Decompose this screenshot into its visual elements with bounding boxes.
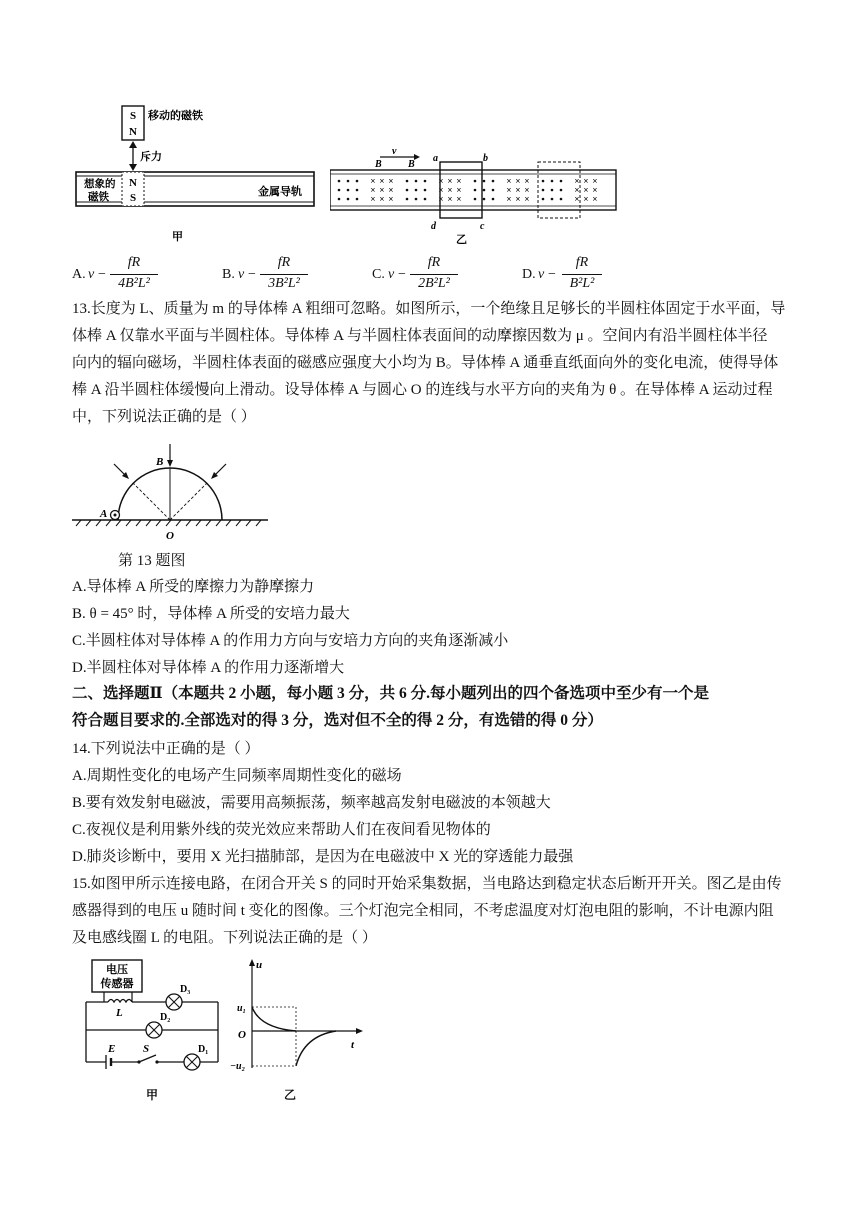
field-dot bbox=[424, 180, 427, 183]
field-cross: × bbox=[388, 185, 394, 195]
field-dot bbox=[551, 189, 554, 192]
field-dot bbox=[338, 180, 341, 183]
field-cross: × bbox=[583, 185, 589, 195]
field-cross: × bbox=[370, 185, 376, 195]
option-label: B. bbox=[222, 267, 235, 282]
field-cross: × bbox=[388, 176, 394, 186]
q13-stem-line: 13.长度为 L、质量为 m 的导体棒 A 粗细可忽略。如图所示，一个绝缘且足够长的半圆柱体固定于水平面，导 bbox=[72, 301, 786, 317]
field-dot bbox=[560, 198, 563, 201]
imaginary-magnet-S: S bbox=[129, 192, 137, 204]
option-minus: − bbox=[248, 267, 256, 282]
field-cross: × bbox=[592, 176, 598, 186]
q13-option-b[interactable]: B. θ = 45° 时，导体棒 A 所受的安培力最大 bbox=[72, 606, 350, 622]
option-v: v bbox=[388, 267, 395, 282]
field-dot bbox=[542, 189, 545, 192]
field-cross: × bbox=[506, 176, 512, 186]
fraction-numerator: fR bbox=[127, 255, 141, 270]
fraction-numerator: fR bbox=[277, 255, 291, 270]
figure-15-yi-caption: 乙 bbox=[284, 1088, 297, 1102]
q13-stem-line: 体棒 A 仅靠水平面与半圆柱体。导体棒 A 与半圆柱体表面间的动摩擦因数为 μ 。空间内有沿半圆柱体半径 bbox=[72, 328, 768, 344]
q13-option-d[interactable]: D.半圆柱体对导体棒 A 的作用力逐渐增大 bbox=[72, 660, 345, 676]
u-curve-closing bbox=[252, 1007, 296, 1031]
q14-option-d[interactable]: D.肺炎诊断中，要用 X 光扫描肺部，是因为在电磁波中 X 光的穿透能力最强 bbox=[72, 849, 574, 865]
fraction bbox=[410, 255, 458, 295]
field-cross: × bbox=[583, 194, 589, 204]
field-cross: × bbox=[379, 176, 385, 186]
q15-stem-line: 及电感线圈 L 的电阻。下列说法正确的是（ ） bbox=[72, 930, 377, 946]
figure-12-yi bbox=[330, 140, 620, 246]
field-dot bbox=[415, 189, 418, 192]
q15-stem-line: 感器得到的电压 u 随时间 t 变化的图像。三个灯泡完全相同，不考虑温度对灯泡电阻的影响，不计电源内阻 bbox=[72, 903, 774, 919]
moving-magnet-N: N bbox=[129, 126, 137, 138]
option-label: A. bbox=[72, 267, 86, 282]
field-cross: × bbox=[438, 185, 444, 195]
repulsion-label: 斥力 bbox=[140, 151, 162, 163]
field-dot bbox=[415, 198, 418, 201]
field-cross: × bbox=[515, 185, 521, 195]
q15-stem-line: 15.如图甲所示连接电路，在闭合开关 S 的同时开始采集数据，当电路达到稳定状态后断开开关。图乙是由传 bbox=[72, 876, 782, 892]
figure-12-jia bbox=[72, 100, 322, 246]
option-v: v bbox=[538, 267, 545, 282]
field-dot bbox=[483, 189, 486, 192]
field-dot bbox=[551, 198, 554, 201]
field-dot bbox=[483, 180, 486, 183]
fraction-denominator: 2B²L² bbox=[418, 276, 450, 291]
q13-option-c[interactable]: C.半圆柱体对导体棒 A 的作用力方向与安培力方向的夹角逐渐减小 bbox=[72, 633, 509, 649]
field-pattern bbox=[338, 176, 598, 204]
bulb-d1-label: D₁ bbox=[198, 1044, 209, 1055]
fraction bbox=[260, 255, 308, 295]
q14-stem: 14.下列说法中正确的是（ ） bbox=[72, 741, 260, 757]
field-cross: × bbox=[515, 176, 521, 186]
field-cross: × bbox=[592, 194, 598, 204]
field-cross: × bbox=[438, 194, 444, 204]
field-dot bbox=[560, 180, 563, 183]
u1-label: u₁ bbox=[237, 1003, 247, 1014]
field-dot bbox=[347, 180, 350, 183]
repulsion-arrow-down bbox=[129, 164, 137, 171]
u-axis-label: u bbox=[256, 959, 263, 971]
battery-label: E bbox=[108, 1043, 116, 1055]
field-cross: × bbox=[574, 185, 580, 195]
corner-b: b bbox=[483, 153, 488, 164]
origin-label: O bbox=[238, 1029, 246, 1041]
inductor-L bbox=[108, 1000, 132, 1003]
corner-d: d bbox=[431, 221, 436, 232]
fraction-numerator: fR bbox=[575, 255, 589, 270]
field-cross: × bbox=[447, 185, 453, 195]
sensor-label-2: 传感器 bbox=[100, 978, 134, 990]
field-dot bbox=[356, 198, 359, 201]
field-dot bbox=[474, 180, 477, 183]
center-o-label: O bbox=[166, 530, 174, 542]
bulb-d2-label: D₂ bbox=[160, 1012, 171, 1023]
option-label: C. bbox=[372, 267, 385, 282]
figure-yi-caption: 乙 bbox=[456, 234, 467, 246]
field-dot bbox=[542, 180, 545, 183]
option-minus: − bbox=[398, 267, 406, 282]
switch-label: S bbox=[143, 1043, 150, 1055]
field-dot bbox=[483, 198, 486, 201]
figure-15-yi bbox=[228, 956, 368, 1076]
repulsion-arrow-up bbox=[129, 141, 137, 148]
fraction-denominator: 3B²L² bbox=[268, 276, 300, 291]
bulb-d3-label: D₃ bbox=[180, 984, 191, 995]
field-dot bbox=[424, 198, 427, 201]
field-cross: × bbox=[583, 176, 589, 186]
q13-stem-line: 中，下列说法正确的是（ ） bbox=[72, 409, 256, 425]
field-label-1: B bbox=[375, 159, 382, 170]
field-dot bbox=[347, 198, 350, 201]
option-label: D. bbox=[522, 267, 536, 282]
field-dot bbox=[406, 189, 409, 192]
field-dot bbox=[406, 198, 409, 201]
figure-jia-caption: 甲 bbox=[172, 231, 183, 243]
u2-label: −u₂ bbox=[230, 1061, 246, 1072]
imaginary-magnet-N: N bbox=[129, 177, 137, 189]
moving-magnet-S: S bbox=[129, 110, 137, 122]
section-2-heading-line2: 符合题目要求的.全部选对的得 3 分，选对但不全的得 2 分，有选错的得 0 分） bbox=[72, 712, 603, 729]
t-axis-label: t bbox=[351, 1039, 355, 1051]
fraction-denominator: B²L² bbox=[569, 276, 595, 291]
field-dot bbox=[424, 189, 427, 192]
moving-magnet-label: 移动的磁铁 bbox=[148, 110, 203, 122]
field-dot bbox=[347, 189, 350, 192]
field-cross: × bbox=[388, 194, 394, 204]
field-dot bbox=[560, 189, 563, 192]
option-minus: − bbox=[98, 267, 106, 282]
option-v: v bbox=[88, 267, 95, 282]
corner-c: c bbox=[480, 221, 485, 232]
option-v: v bbox=[238, 267, 245, 282]
field-dot bbox=[542, 198, 545, 201]
field-dot bbox=[492, 198, 495, 201]
fraction-denominator: 4B²L² bbox=[118, 276, 150, 291]
field-dot bbox=[356, 189, 359, 192]
field-cross: × bbox=[447, 194, 453, 204]
field-cross: × bbox=[456, 176, 462, 186]
field-label-2: B bbox=[408, 159, 415, 170]
field-dot bbox=[356, 180, 359, 183]
figure-15-jia bbox=[80, 956, 230, 1076]
figure-13 bbox=[72, 438, 272, 550]
option-minus: − bbox=[548, 267, 556, 282]
field-cross: × bbox=[574, 176, 580, 186]
field-cross: × bbox=[524, 176, 530, 186]
field-cross: × bbox=[447, 176, 453, 186]
field-cross: × bbox=[506, 194, 512, 204]
figure-15-jia-caption: 甲 bbox=[146, 1088, 159, 1102]
fraction-numerator: fR bbox=[427, 255, 441, 270]
field-dot bbox=[474, 198, 477, 201]
field-cross: × bbox=[574, 194, 580, 204]
field-cross: × bbox=[515, 194, 521, 204]
point-b-label: B bbox=[156, 456, 164, 468]
field-cross: × bbox=[370, 176, 376, 186]
field-dot bbox=[406, 180, 409, 183]
inductor-label: L bbox=[116, 1007, 123, 1019]
field-cross: × bbox=[379, 185, 385, 195]
u-curve-opening bbox=[296, 1031, 336, 1066]
figure-13-caption: 第 13 题图 bbox=[118, 553, 186, 569]
q13-option-a[interactable]: A.导体棒 A 所受的摩擦力为静摩擦力 bbox=[72, 579, 315, 595]
field-dot bbox=[551, 180, 554, 183]
field-cross: × bbox=[456, 194, 462, 204]
field-dot bbox=[474, 189, 477, 192]
fraction bbox=[110, 255, 158, 295]
q14-option-a[interactable]: A.周期性变化的电场产生同频率周期性变化的磁场 bbox=[72, 768, 402, 784]
field-cross: × bbox=[379, 194, 385, 204]
q14-option-b[interactable]: B.要有效发射电磁波，需要用高频振荡，频率越高发射电磁波的本领越大 bbox=[72, 795, 551, 811]
q14-option-c[interactable]: C.夜视仪是利用紫外线的荧光效应来帮助人们在夜间看见物体的 bbox=[72, 822, 491, 838]
imaginary-magnet-label-1: 想象的 bbox=[84, 179, 116, 190]
field-dot bbox=[492, 189, 495, 192]
corner-a: a bbox=[433, 153, 438, 164]
field-cross: × bbox=[370, 194, 376, 204]
field-dot bbox=[415, 180, 418, 183]
sensor-label-1: 电压 bbox=[106, 964, 128, 976]
rod-a-label: A bbox=[100, 508, 108, 520]
ground-hatch bbox=[76, 520, 261, 526]
q13-stem-line: 向内的辐向磁场，半圆柱体表面的磁感应强度大小均为 B。导体棒 A 通垂直纸面向外的变化电流，使得导体 bbox=[72, 355, 779, 371]
field-cross: × bbox=[438, 176, 444, 186]
field-cross: × bbox=[524, 194, 530, 204]
field-cross: × bbox=[592, 185, 598, 195]
field-dot bbox=[338, 189, 341, 192]
field-cross: × bbox=[456, 185, 462, 195]
velocity-label: v bbox=[392, 146, 397, 157]
field-cross: × bbox=[506, 185, 512, 195]
rail-label: 金属导轨 bbox=[258, 186, 302, 198]
imaginary-magnet-label-2: 磁铁 bbox=[88, 192, 109, 203]
switch-icon[interactable] bbox=[139, 1055, 156, 1062]
field-dot bbox=[338, 198, 341, 201]
field-cross: × bbox=[524, 185, 530, 195]
field-dot bbox=[492, 180, 495, 183]
section-2-heading-line1: 二、选择题Ⅱ（本题共 2 小题，每小题 3 分，共 6 分.每小题列出的四个备选项中至少有一个是 bbox=[72, 685, 709, 702]
fraction bbox=[562, 255, 602, 295]
q13-stem-line: 棒 A 沿半圆柱体缓慢向上滑动。设导体棒 A 与圆心 O 的连线与水平方向的夹角为 θ 。在导体棒 A 运动过程 bbox=[72, 382, 773, 398]
